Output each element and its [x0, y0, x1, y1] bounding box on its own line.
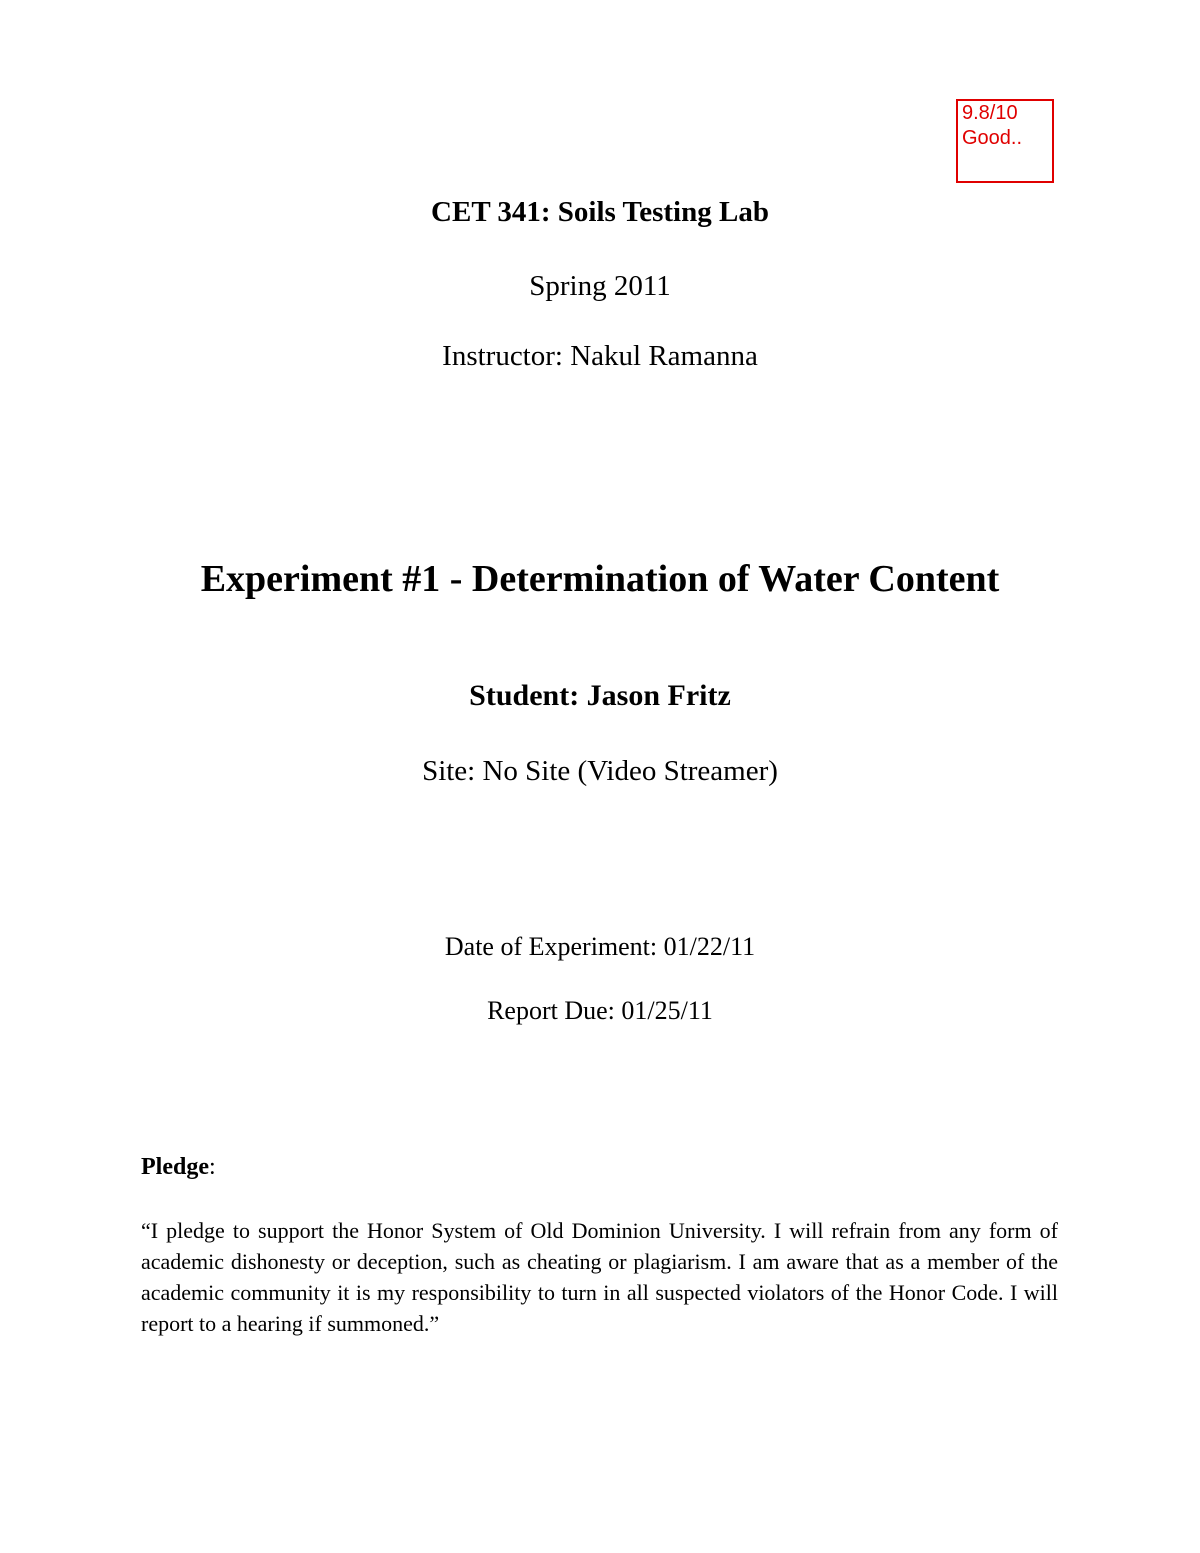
- site-line: Site: No Site (Video Streamer): [422, 755, 778, 787]
- pledge-text: “I pledge to support the Honor System of Old Dominion University. I will refrain from any form of academic dishonesty or deception, such as cheating or plagiarism. I am aware that as a member of the academic community it is my responsibility to turn in all suspected violators of the Honor Code. I will report to a hearing if summoned.”: [141, 1218, 1058, 1336]
- instructor-line: Instructor: Nakul Ramanna: [442, 340, 758, 372]
- pledge-heading: [141, 1154, 216, 1181]
- grade-annotation-box: [956, 99, 1054, 183]
- course-title: CET 341: Soils Testing Lab: [431, 196, 769, 228]
- pledge-heading-colon: :: [208, 1154, 216, 1180]
- experiment-title: Experiment #1 - Determination of Water Content: [200, 558, 1000, 600]
- grade-score: 9.8/10: [962, 102, 1018, 124]
- report-due-date: Report Due: 01/25/11: [487, 996, 713, 1025]
- pledge-heading-label: Pledge: [141, 1154, 209, 1180]
- course-term: Spring 2011: [529, 270, 671, 302]
- grade-comment: Good..: [962, 127, 1023, 149]
- student-name: Student: Jason Fritz: [469, 679, 731, 712]
- experiment-date: Date of Experiment: 01/22/11: [444, 932, 756, 961]
